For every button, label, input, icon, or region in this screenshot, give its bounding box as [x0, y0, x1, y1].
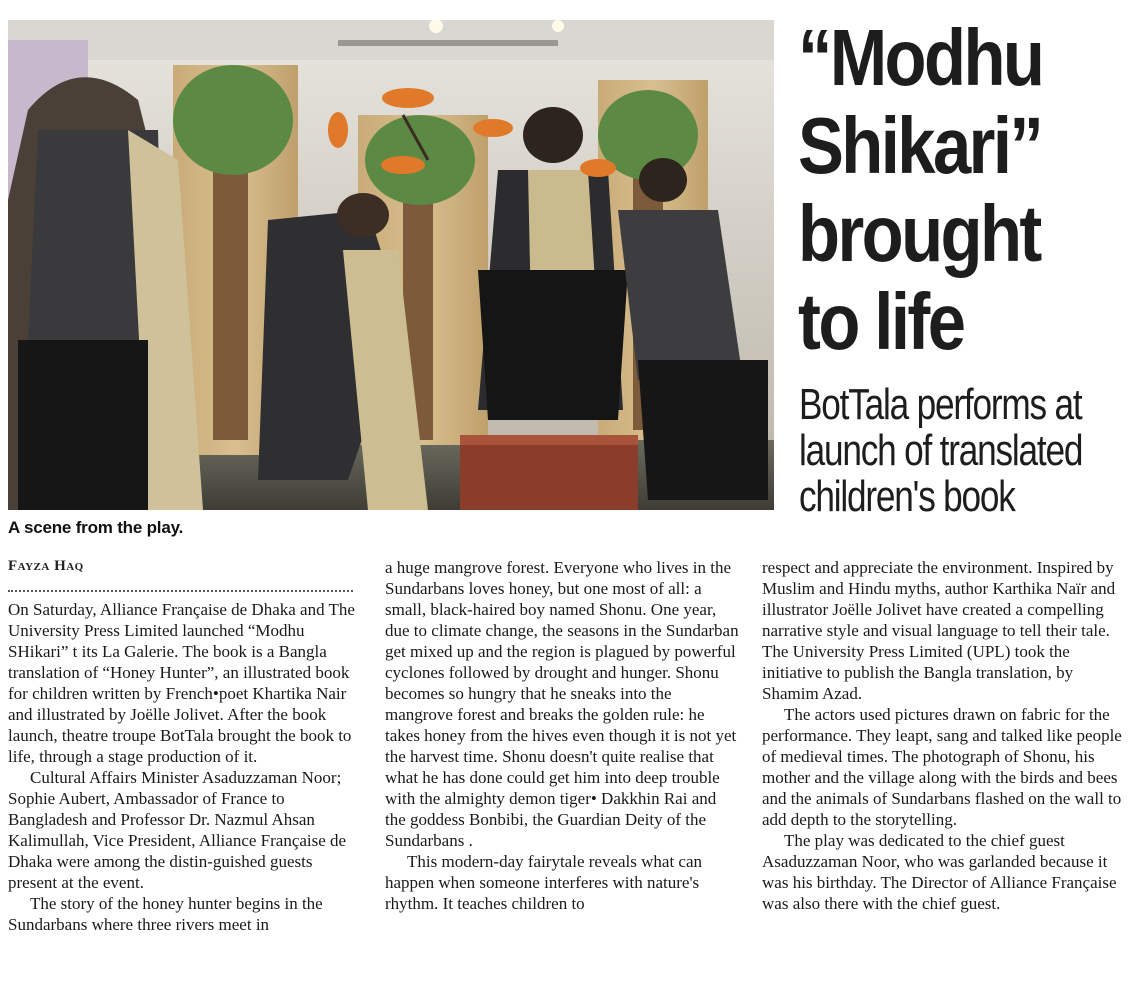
headline-line: brought [798, 189, 1040, 278]
headline-line: to life [798, 277, 964, 366]
photo-caption: A scene from the play. [8, 518, 184, 537]
author-byline: Fayza Haq [8, 558, 84, 574]
article-column-3 [762, 557, 1122, 914]
article-column-2 [385, 557, 740, 914]
article-photo [8, 20, 774, 510]
headline-line: “Modhu [798, 13, 1043, 102]
paragraph: On Saturday, Alliance Française de Dhaka and The University Press Limited launched “Modhu SHikari” t its La Galerie. The book is a Bangla translation of “Honey Hunter”, an illustrated book for children written by French•poet Khartika Nair and illustrated by Joëlle Jolivet. After the book launch, theatre troupe BotTala brought the book to life, through a stage production of it. [8, 600, 355, 766]
paragraph: a huge mangrove forest. Everyone who lives in the Sundarbans loves honey, but one most of all: a small, black-haired boy named Shonu. One year, due to climate change, the seasons in the Sundarban get mixed up and the region is plagued by powerful cyclones followed by drought and hunger. Shonu becomes so hungry that he sneaks into the mangrove forest and breaks the golden rule: he takes honey from the hives even though it is not yet the harvest time. Shonu doesn't quite realise that what he has done could get him into deep trouble with the almighty demon tiger• Dakkhin Rai and the goddess Bonbibi, the Guardian Deity of the Sundarbans . [385, 558, 739, 850]
byline-divider [8, 590, 353, 592]
paragraph: This modern-day fairytale reveals what can happen when someone interferes with nature's rhythm. It teaches children to [385, 852, 703, 913]
article-column-1 [8, 599, 360, 935]
subheadline-line: children's book [799, 472, 1015, 521]
subheadline-line: launch of translated [799, 426, 1083, 475]
paragraph: Cultural Affairs Minister Asaduzzaman Noor; Sophie Aubert, Ambassador of France to Bangladesh and Professor Dr. Nazmul Ahsan Kalimullah, Vice President, Alliance Française de Dhaka were among the distin-guished guests present at the event. [8, 768, 347, 892]
subheadline [799, 380, 1083, 521]
paragraph: respect and appreciate the environment. Inspired by Muslim and Hindu myths, author Karthika Naïr and illustrator Joëlle Jolivet have created a compelling narrative style and visual language to tell their tale. The University Press Limited (UPL) took the initiative to publish the Bangla translation, by Shamim Azad. [762, 558, 1116, 703]
paragraph: The actors used pictures drawn on fabric for the performance. They leapt, sang and talked like people of medieval times. The photograph of Shonu, his mother and the village along with the birds and bees and the animals of Sundarbans flashed on the wall to add depth to the storytelling. [762, 705, 1122, 829]
paragraph: The story of the honey hunter begins in the Sundarbans where three rivers meet in [8, 894, 323, 934]
headline [798, 14, 1082, 366]
paragraph: The play was dedicated to the chief guest Asaduzzaman Noor, who was garlanded because it was his birthday. The Director of Alliance Française was also there with the chief guest. [762, 831, 1117, 913]
stage-scene-illustration [8, 20, 774, 510]
subheadline-line: BotTala performs at [799, 380, 1082, 429]
headline-line: Shikari” [798, 101, 1042, 190]
